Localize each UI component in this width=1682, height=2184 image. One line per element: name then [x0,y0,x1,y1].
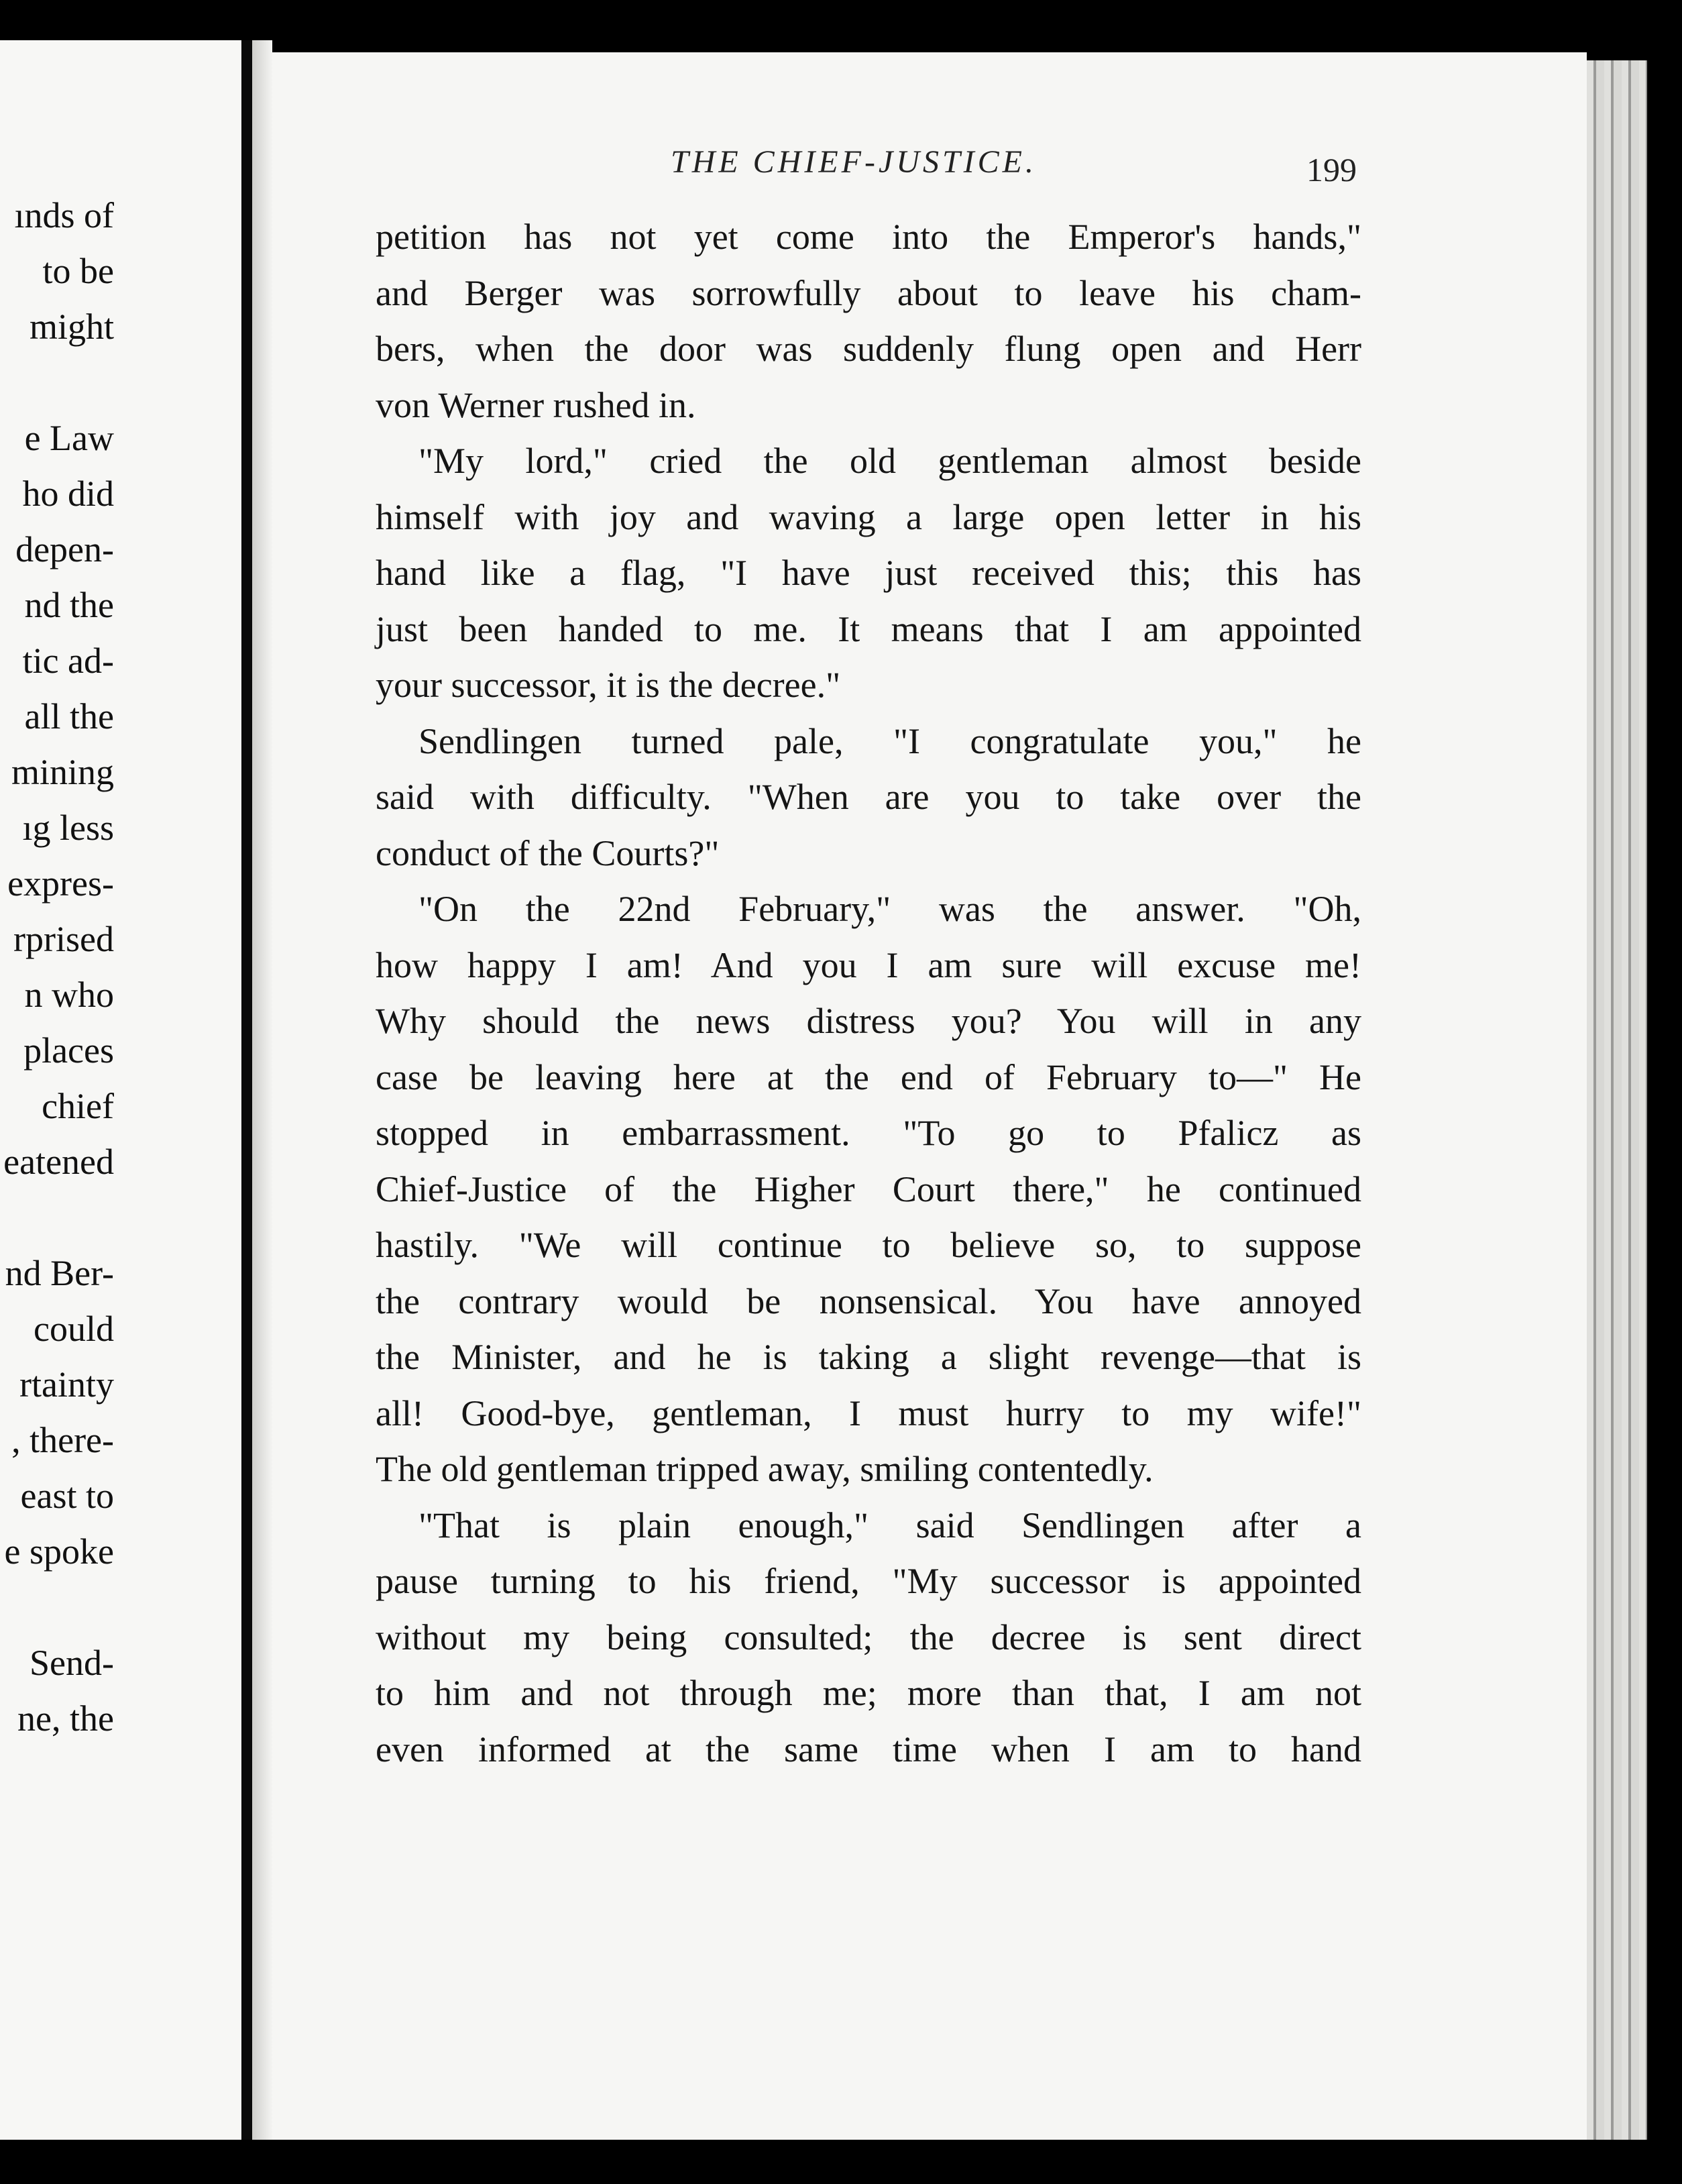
body-line: petition has not yet come into the Emperor's hands," [376,217,1361,257]
left-page-line: , there- [11,1420,114,1460]
left-page-line: tic ad- [22,641,114,681]
left-page-line: eatened [3,1142,114,1182]
body-line: bers, when the door was suddenly flung open and Herr [376,329,1361,369]
left-page-line: to be [42,251,114,291]
left-page-line: all the [24,696,114,736]
left-page-line: nd Ber- [5,1253,114,1293]
left-page-line: nd the [24,585,114,625]
body-line: even informed at the same time when I am to hand [376,1729,1361,1769]
body-line: to him and not through me; more than that, I am not [376,1673,1361,1713]
body-line: and Berger was sorrowfully about to leave his cham- [376,273,1361,313]
page-number: 199 [1306,151,1357,188]
body-line: Why should the news distress you? You will in any [376,1001,1361,1041]
gutter-shadow [252,40,272,2140]
body-line: stopped in embarrassment. "To go to Pfalicz as [376,1113,1361,1153]
body-line: how happy I am! And you I am sure will excuse me! [376,945,1361,985]
left-page-line: mining [11,752,114,792]
left-page-line: ne, the [17,1698,114,1739]
body-line: Sendlingen turned pale, "I congratulate you," he [418,721,1361,761]
running-head: THE CHIEF-JUSTICE. [671,144,1037,180]
left-page-line: ınds of [14,195,114,235]
body-line: the contrary would be nonsensical. You have annoyed [376,1281,1361,1321]
book-gutter [243,40,252,2140]
body-line: without my being consulted; the decree is sent direct [376,1617,1361,1657]
left-page-line: ho did [22,474,114,514]
body-line: conduct of the Courts?" [376,833,720,873]
left-page-line: e Law [24,418,114,458]
body-line: the Minister, and he is taking a slight revenge—that is [376,1337,1361,1377]
left-page-line: rtainty [19,1364,114,1405]
body-line: said with difficulty. "When are you to take over the [376,777,1361,817]
body-line: just been handed to me. It means that I am appointed [376,609,1361,649]
left-page-line: places [23,1030,114,1071]
left-page-line: east to [20,1476,114,1516]
left-page-line: e spoke [4,1531,114,1572]
left-page-line: rprised [13,919,114,959]
body-line: himself with joy and waving a large open letter in his [376,497,1361,537]
body-line: "That is plain enough," said Sendlingen after a [418,1505,1361,1545]
page-edges [1587,60,1647,2140]
left-page-line: chief [42,1086,114,1126]
left-page-line: n who [24,975,114,1015]
left-page-line: Send- [30,1643,114,1683]
left-page-line: expres- [7,863,114,904]
body-line: hastily. "We will continue to believe so, to suppose [376,1225,1361,1265]
body-line: Chief-Justice of the Higher Court there," he continued [376,1169,1361,1209]
left-page-line: could [34,1309,114,1349]
left-facing-page [0,40,241,2140]
body-line: pause turning to his friend, "My successor is appointed [376,1561,1361,1601]
left-page-line: depen- [15,529,114,569]
body-line: von Werner rushed in. [376,385,696,425]
left-page-line: ıg less [22,808,114,848]
body-line: case be leaving here at the end of February to—" He [376,1057,1361,1097]
body-line: all! Good-bye, gentleman, I must hurry to my wife!" [376,1393,1361,1433]
left-page-line: might [29,307,114,347]
body-line: "On the 22nd February," was the answer. "Oh, [418,889,1361,929]
body-line: The old gentleman tripped away, smiling contentedly. [376,1449,1154,1489]
body-line: hand like a flag, "I have just received this; this has [376,553,1361,593]
body-line: your successor, it is the decree." [376,665,841,705]
body-line: "My lord," cried the old gentleman almost beside [418,441,1361,481]
